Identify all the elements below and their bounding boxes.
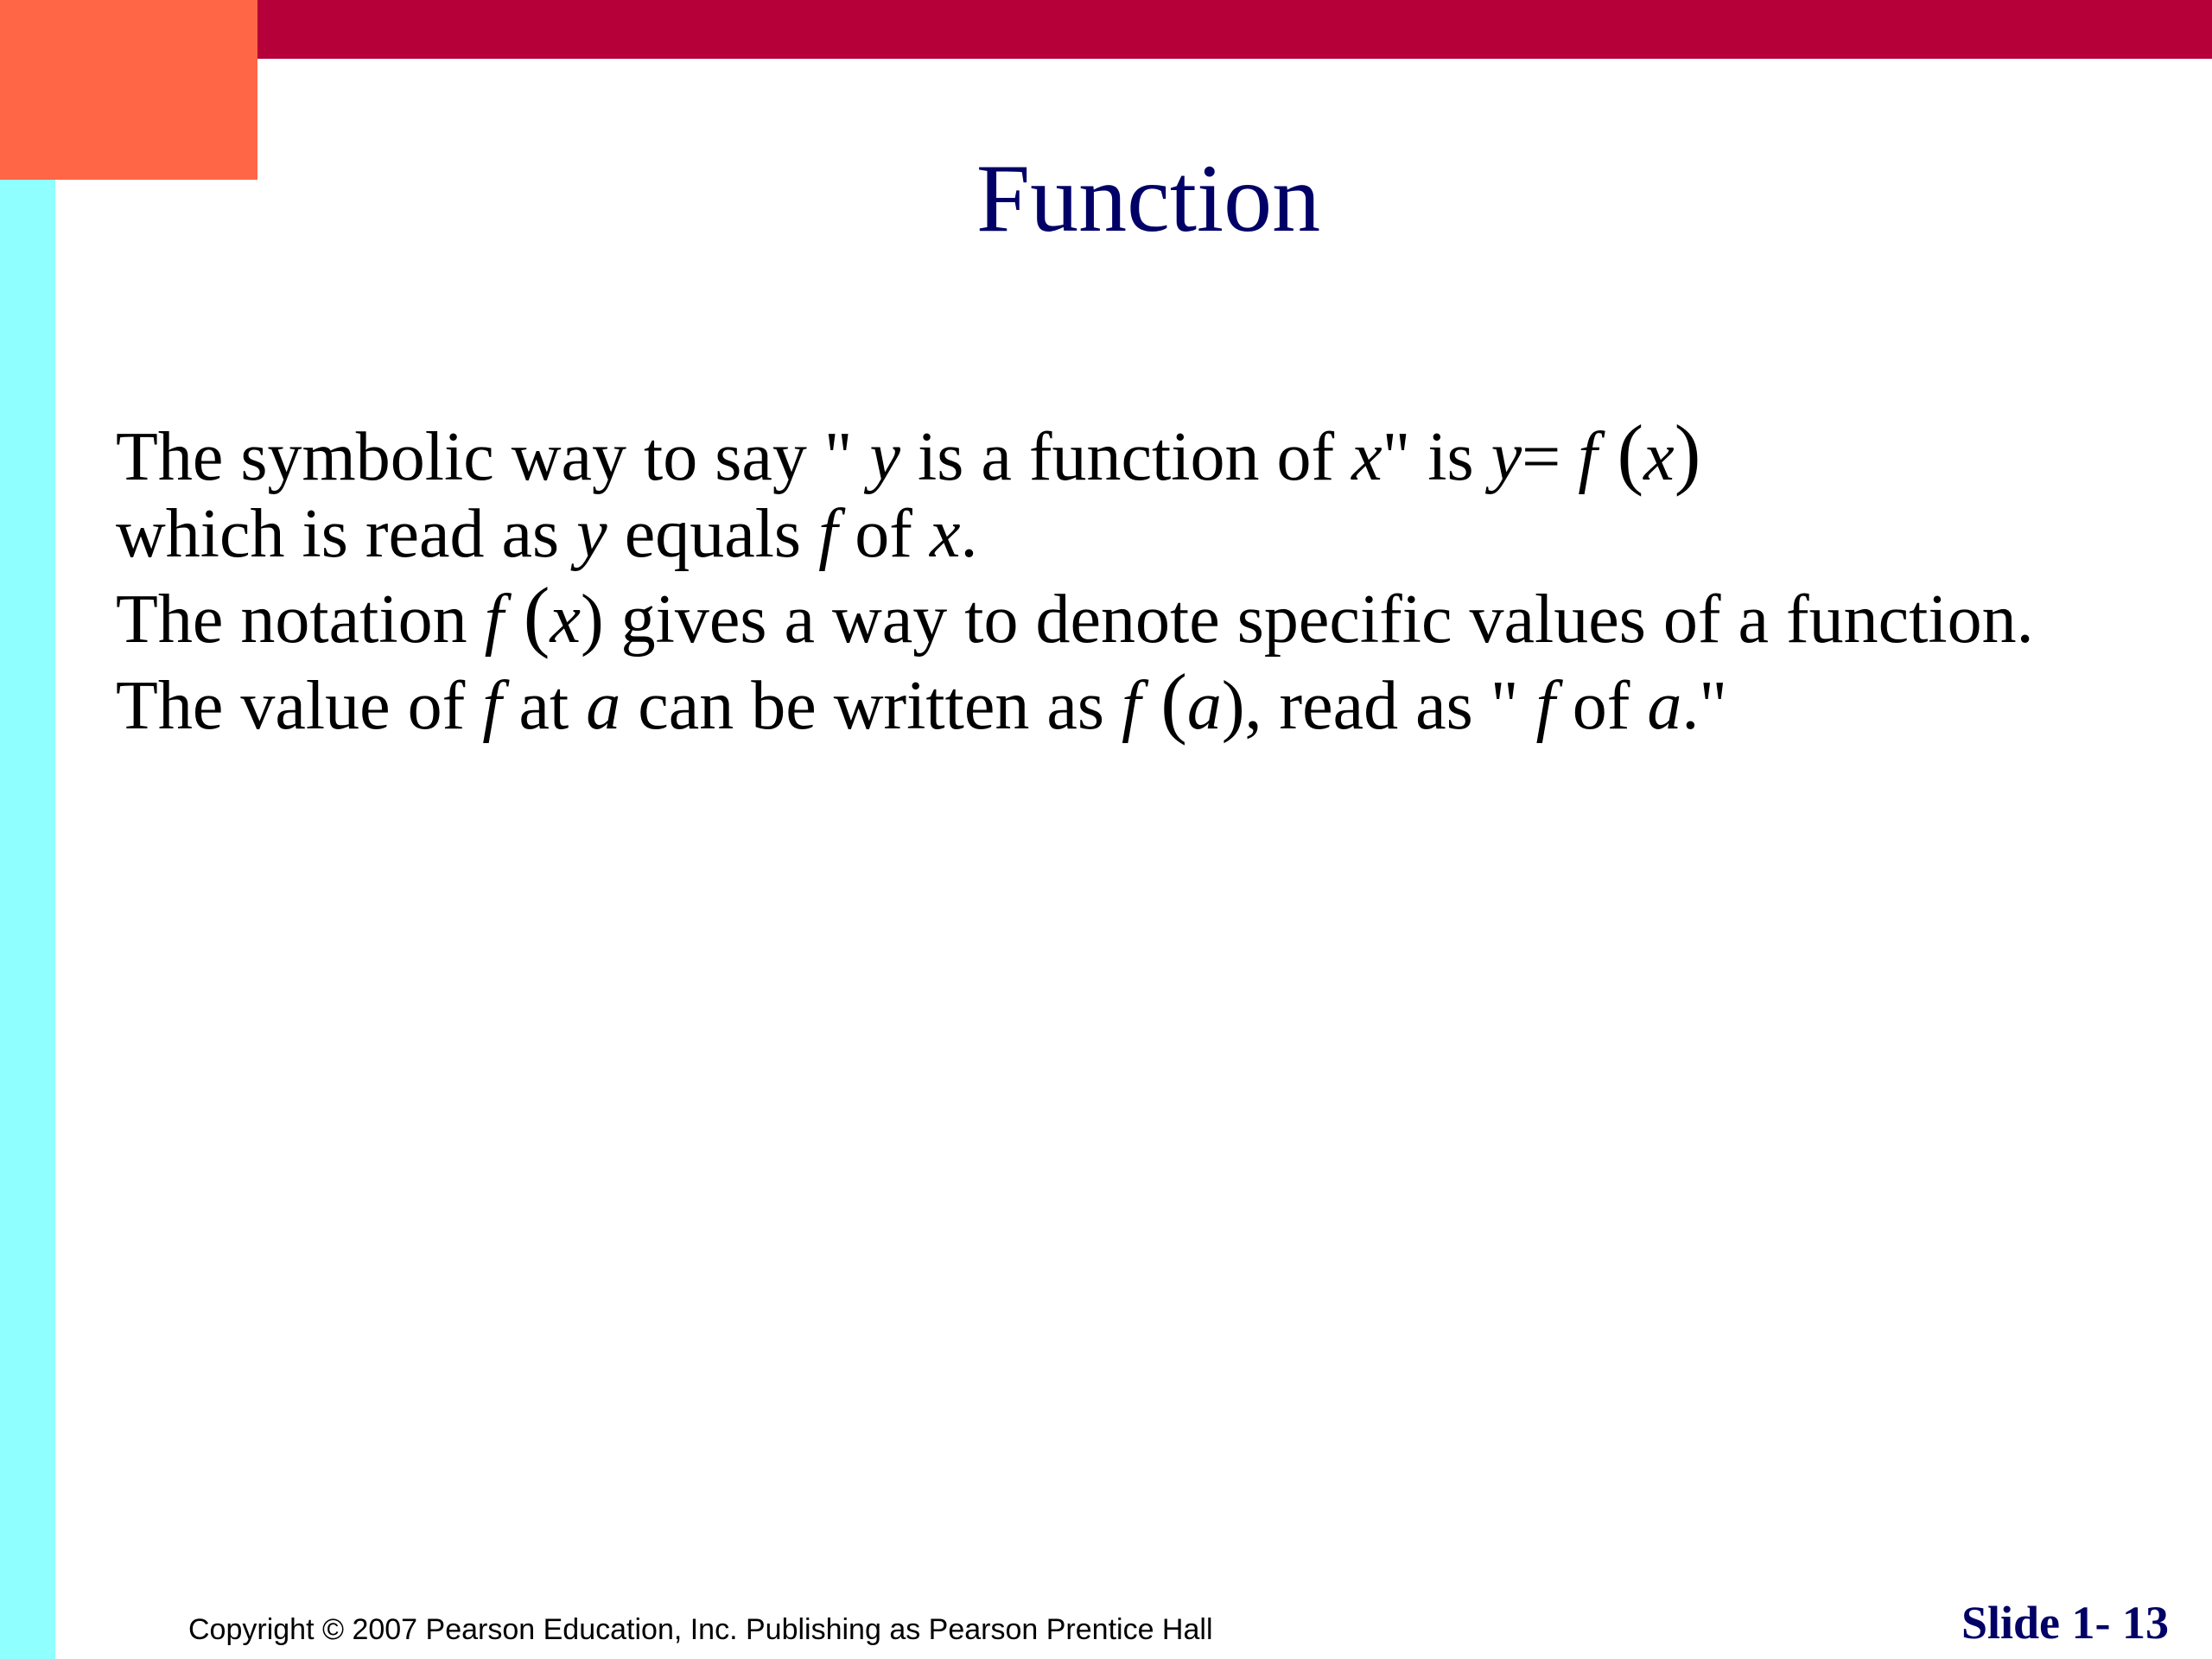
math-variable: y [1491,419,1522,495]
body-line-1 [116,409,2172,497]
text-segment: ." [1681,668,1727,744]
math-function: f [818,496,838,572]
math-function: f [482,668,502,744]
text-segment: The value of [116,668,483,744]
math-variable: x [550,582,581,658]
copyright-notice: Copyright © 2007 Pearson Education, Inc. Publishing as Pearson Prentice Hall [188,1613,1213,1646]
text-segment: can be written as [620,668,1122,744]
top-accent-bar [257,0,2212,59]
slide-title: Function [976,145,1321,252]
math-variable: x [1643,419,1675,495]
body-line-4 [116,658,2172,746]
math-function: f [1578,419,1598,495]
math-variable: y [869,419,901,495]
slide-body [116,409,2172,746]
text-segment: The notation [116,582,485,658]
math-variable: a [1647,668,1682,744]
text-segment: . [960,496,978,572]
text-segment: = [1522,419,1579,495]
math-variable: x [929,496,961,572]
text-segment: is a function of [900,419,1352,495]
body-line-3 [116,571,2172,659]
text-segment: which is read as [116,496,577,572]
math-function: f [484,582,504,658]
paren-close: ) [1674,409,1701,497]
paren-open: ( [1141,658,1187,746]
paren-open: ( [503,571,550,659]
text-segment: of [837,496,930,572]
text-segment: equals [607,496,819,572]
text-segment: " is [1382,419,1491,495]
math-function: f [1122,668,1141,744]
paren-open: ( [1597,409,1644,497]
math-variable: x [1351,419,1382,495]
math-variable: a [586,668,621,744]
math-function: f [1535,668,1555,744]
text-segment: at [501,668,587,744]
text-segment: The symbolic way to say " [116,419,870,495]
left-accent-bar [0,180,55,1659]
math-variable: a [1186,668,1222,744]
text-segment: ) gives a way to denote specific values of a function. [580,582,2034,658]
slide-number: Slide 1- 13 [1961,1597,2169,1649]
text-segment: ), read as " [1221,668,1536,744]
text-segment: of [1554,668,1648,744]
math-variable: y [576,496,607,572]
body-line-2 [116,493,2172,575]
